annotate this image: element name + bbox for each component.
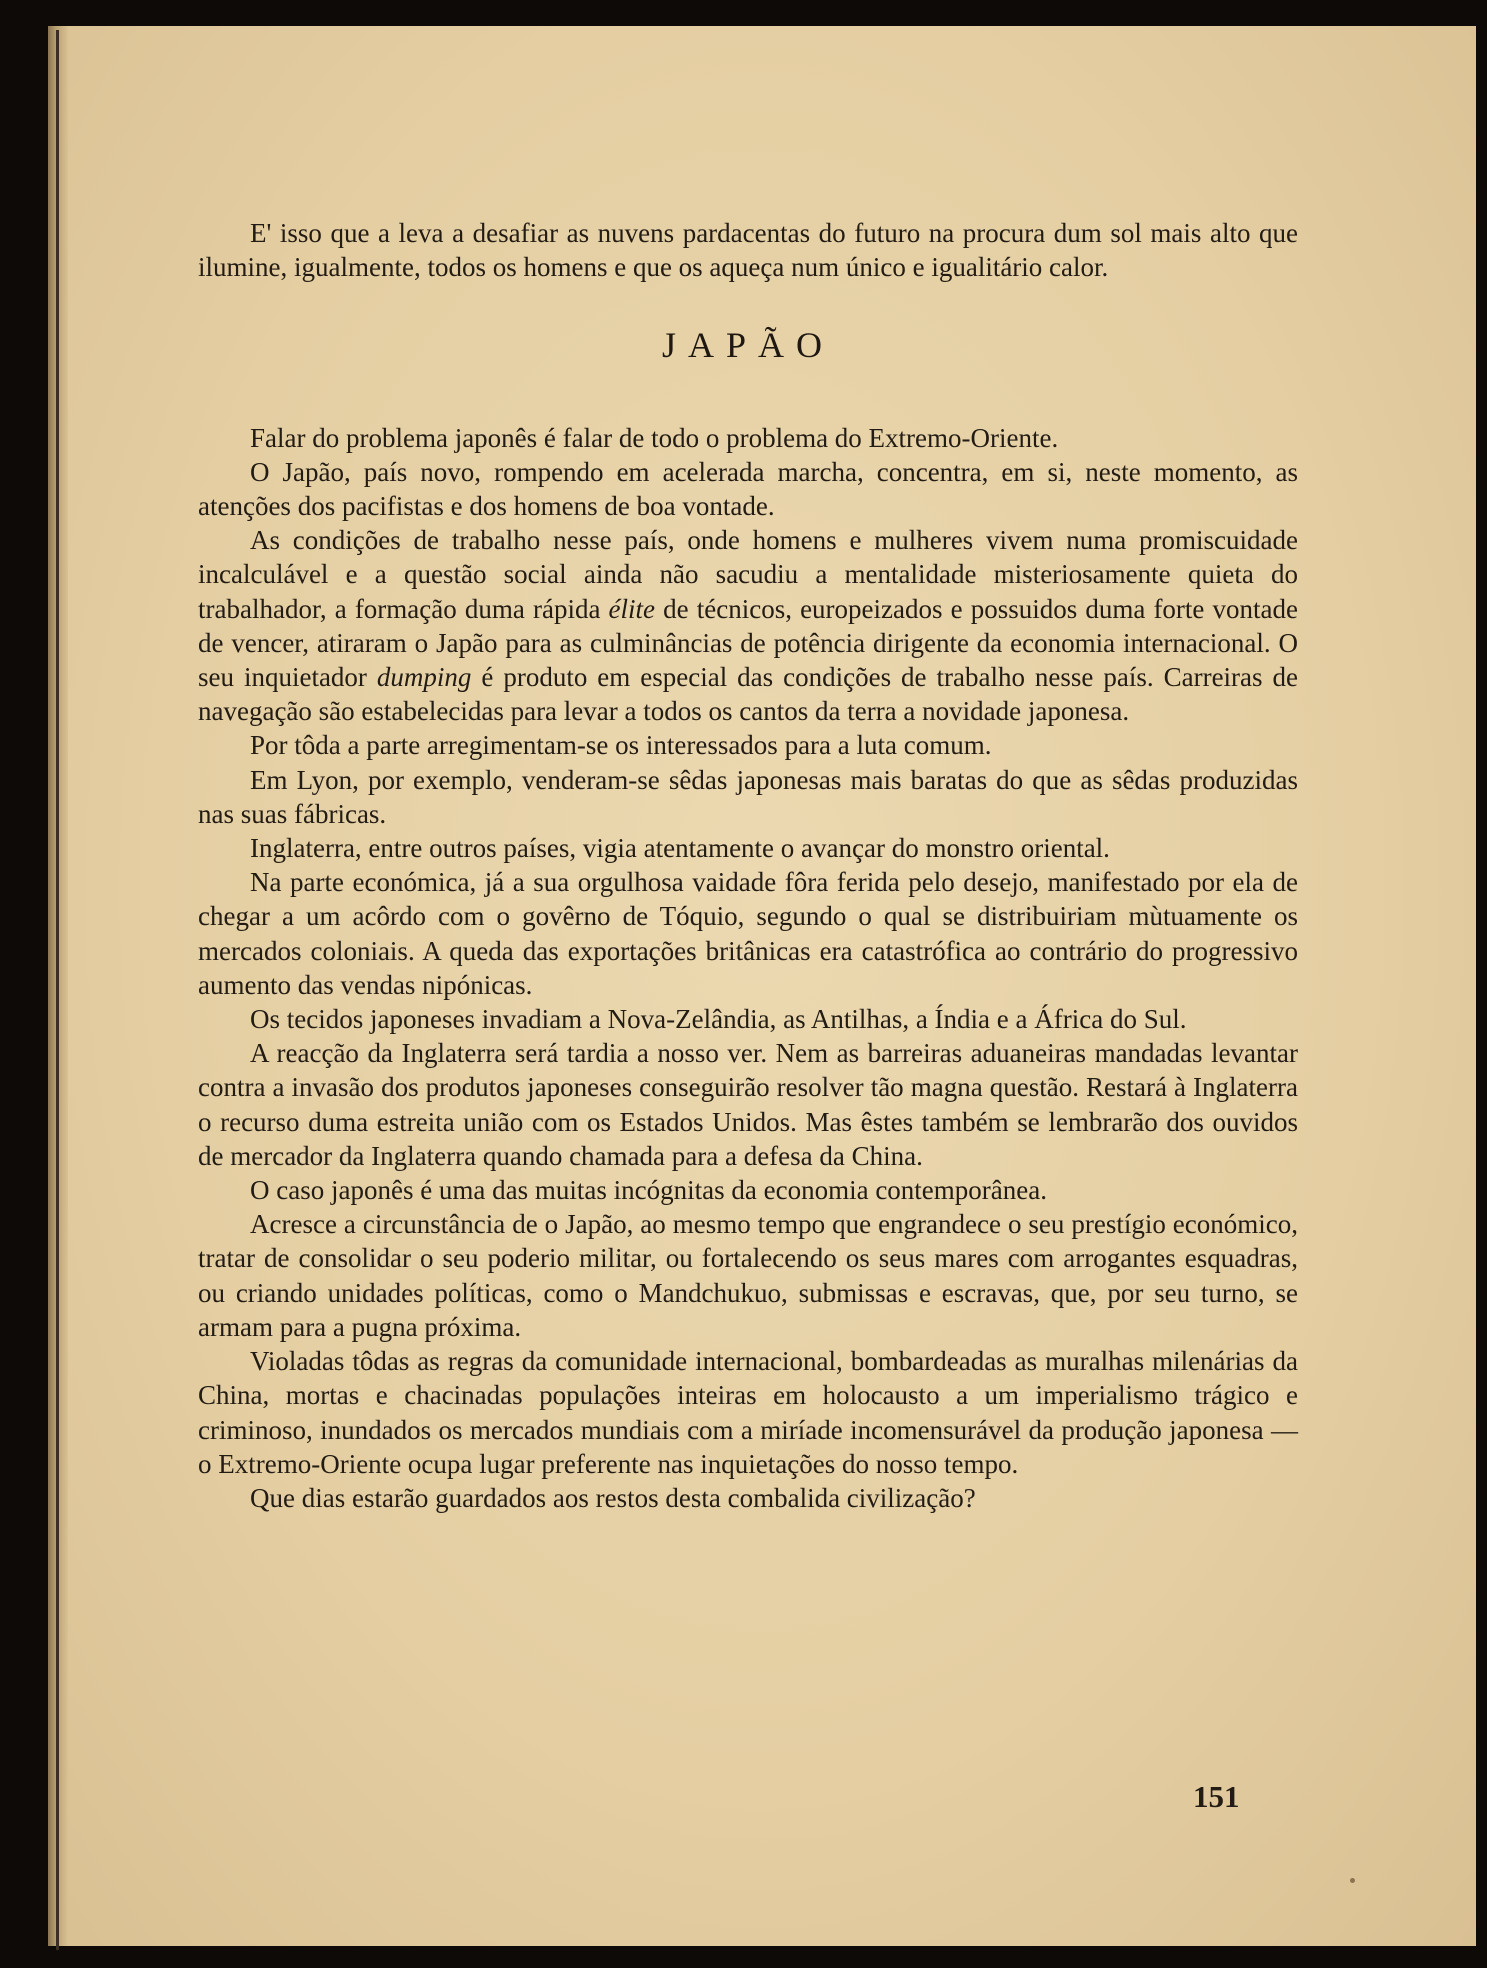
paragraph-2: O Japão, país novo, rompendo em acelerada marcha, concentra, em si, neste momento, as atenções dos pacifistas e dos homens de boa vontade. xyxy=(198,456,1298,522)
paragraph-3-part-1: As condições de trabalho nesse país, onde homens e mulheres vivem numa promiscuidade incalculável e a questão social ainda não sacudiu a mentalidade misteriosamente quieta do trabalhador, a formação duma rápida xyxy=(198,525,1298,624)
paragraph-12: Violadas tôdas as regras da comunidade internacional, bombardeadas as muralhas milenárias da China, mortas e chacinadas populações inteiras em holocausto a um imperialismo trágico e criminoso, inundados os mercados mundiais com a miríade incomensurável da produção japonesa — o Extremo-Oriente ocupa lugar preferente nas inquietações do nosso tempo. xyxy=(198,1346,1298,1479)
paragraph-11: Acresce a circunstância de o Japão, ao mesmo tempo que engrandece o seu prestígio económico, tratar de consolidar o seu poderio militar, ou fortalecendo os seus mares com arrogantes esquadras, ou criando unidades políticas, como o Mandchukuo, submissas e escravas, que, por seu turno, se armam para a pugna próxima. xyxy=(198,1209,1298,1342)
paragraph-3-part-2: de técnicos, europeizados e possuidos duma forte vontade de vencer, atiraram o Japão para as culminâncias de potência dirigente da economia internacional. O seu inquietador xyxy=(198,593,1298,693)
intro-paragraph: E' isso que a leva a desafiar as nuvens pardacentas do futuro na procura dum sol mais alto que ilumine, igualmente, todos os homens e que os aqueça num único e igualitário calor. xyxy=(198,218,1298,283)
binding-edge xyxy=(56,30,59,1950)
book-page xyxy=(48,26,1476,1946)
paper-speck xyxy=(1350,1878,1355,1883)
paragraph-1: Falar do problema japonês é falar de todo o problema do Extremo-Oriente. xyxy=(250,422,1059,453)
paragraph-10: O caso japonês é uma das muitas incógnitas da economia contemporânea. xyxy=(250,1175,1047,1206)
italic-dumping: dumping xyxy=(376,662,472,693)
page-number: 151 xyxy=(1193,1779,1240,1814)
paragraph-9: A reacção da Inglaterra será tardia a nosso ver. Nem as barreiras aduaneiras mandadas levantar contra a invasão dos produtos japoneses conseguirão resolver tão magna questão. Restará à Inglaterra o recurso duma estreita união com os Estados Unidos. Mas êstes também se lembrarão dos ouvidos de mercador da Inglaterra quando chamada para a defesa da China. xyxy=(198,1038,1298,1171)
paragraph-13: Que dias estarão guardados aos restos desta combalida civilização? xyxy=(250,1482,976,1513)
italic-elite: élite xyxy=(608,593,656,624)
paragraph-3-part-3: é produto em especial das condições de trabalho nesse país. Carreiras de navegação são estabelecidas para levar a todos os cantos da terra a novidade japonesa. xyxy=(198,662,1298,727)
paragraph-7: Na parte económica, já a sua orgulhosa vaidade fôra ferida pelo desejo, manifestado por ela de chegar a um acôrdo com o govêrno de Tóquio, segundo o qual se distribuiriam mùtuamente os mercados coloniais. A queda das exportações britânicas era catastrófica ao contrário do progressivo aumento das vendas nipónicas. xyxy=(198,867,1298,1000)
paragraph-6: Inglaterra, entre outros países, vigia atentamente o avançar do monstro oriental. xyxy=(250,833,1110,864)
page-text xyxy=(198,216,1298,1515)
paragraph-5: Em Lyon, por exemplo, venderam-se sêdas japonesas mais baratas do que as sêdas produzidas nas suas fábricas. xyxy=(198,764,1298,829)
paragraph-4: Por tôda a parte arregimentam-se os interessados para a luta comum. xyxy=(250,730,992,761)
paragraph-8: Os tecidos japoneses invadiam a Nova-Zelândia, as Antilhas, a Índia e a África do Sul. xyxy=(250,1004,1187,1035)
paragraph-3 xyxy=(198,523,1298,728)
section-title: JAPÃO xyxy=(661,325,835,366)
